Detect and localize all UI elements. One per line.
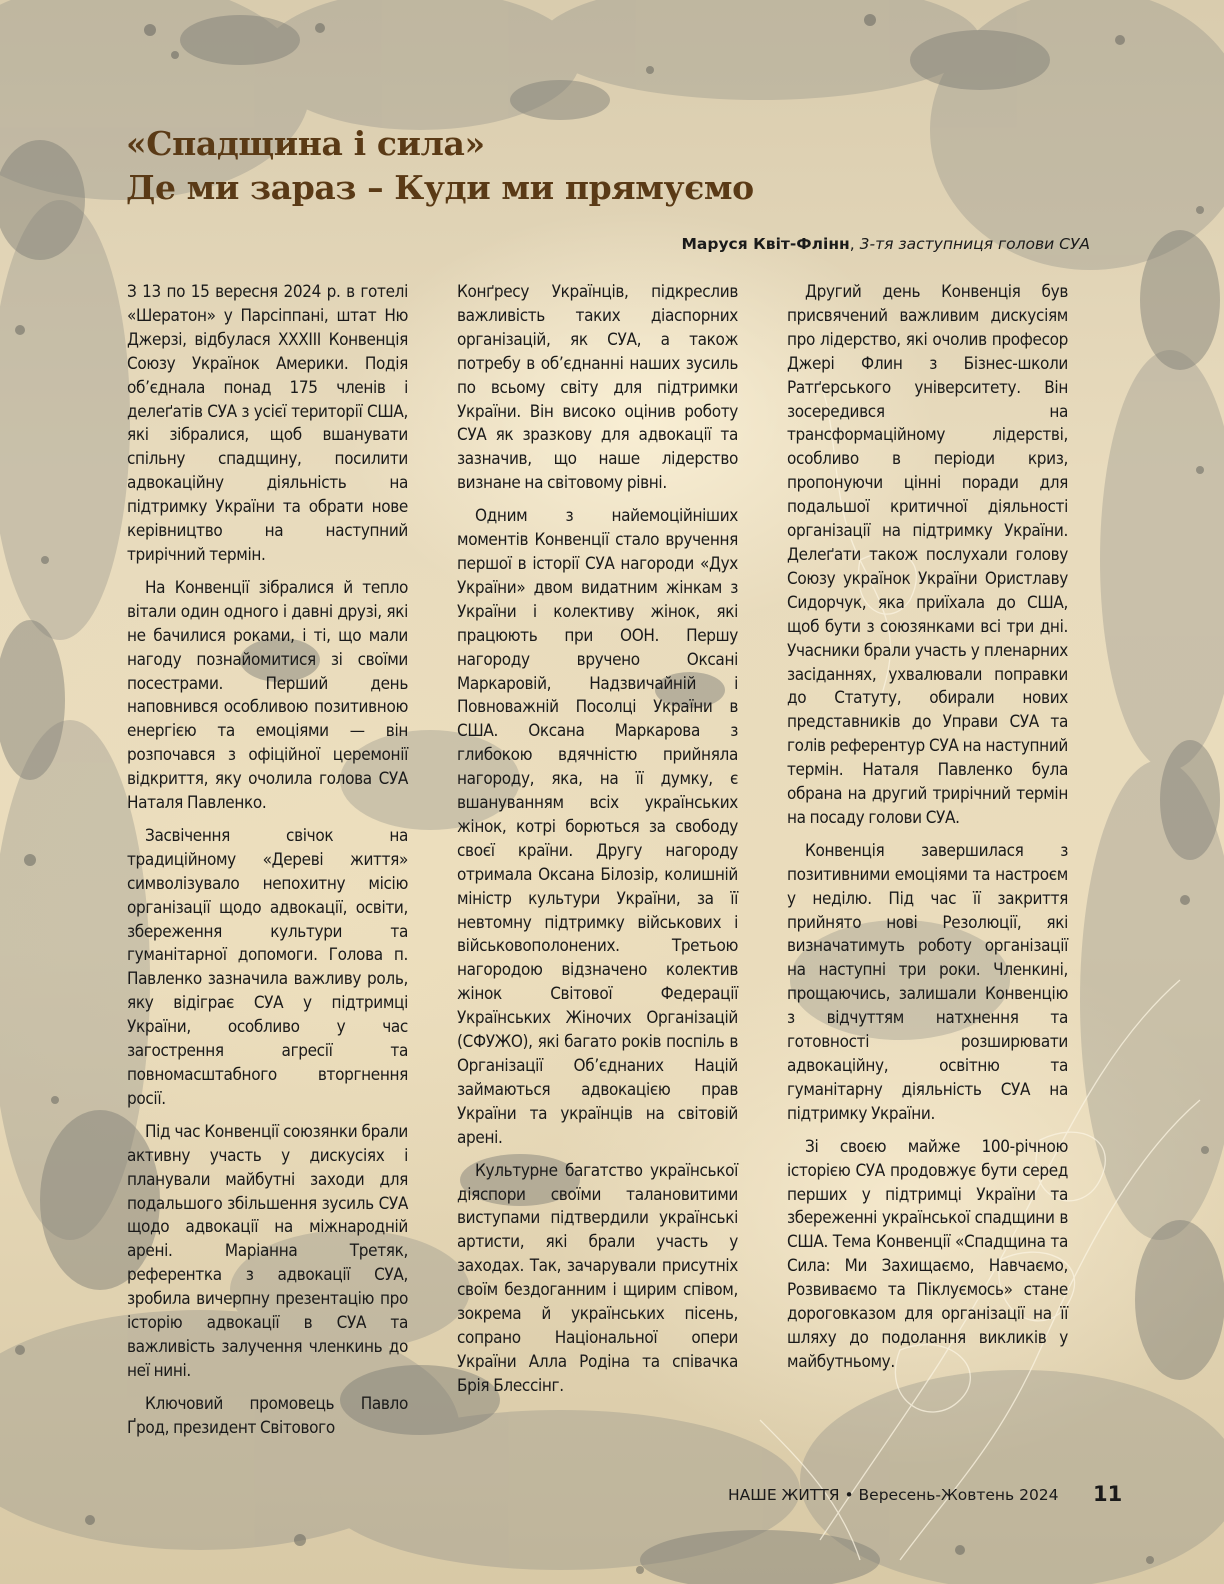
title-line-1: «Спадщина і сила» [126,124,485,163]
byline-separator: , [849,235,860,253]
paragraph: Конґресу Українців, підкреслив важливість таких діаспорних організацій, як СУА, а також потребу в об’єднанні наших зусиль по всьому світу для підтримки України. Він високо оцінив роботу СУА як зразкову для адвокації та зазначив, що наше лідерство визнане на світовому рівні. [457,282,738,494]
article-column-1 [127,281,408,1450]
paragraph: Конвенція завершилася з позитивними емоціями та настроєм у неділю. Під час її закриття прийнято нові Резолюції, які визначатимуть роботу організації на наступні три роки. Членкині, прощаючись, залишали Конвенцію з відчуттям натхнення та готовності розширювати адвокаційну, освітню та гуманітарну діяльність СУА на підтримку України. [787,840,1068,1124]
paragraph: Другий день Конвенція був присвячений важливим дискусіям про лідерство, які очолив професор Джері Флин з Бізнес-школи Ратґерського університету. Він зосередився на трансформаційному лідерстві, особливо в періоди криз, пропонуючи цінні поради для подальшої критичної діяльності організації на підтримку України. Делеґати також послухали голову Союзу українок України Ористлаву Сидорчук, яка приїхала до США, щоб бути з союзянками всі три дні. Учасники брали участь у пленарних засіданнях, ухвалювали поправки до Статуту, обирали нових представників до Управи СУА та голів референтур СУА на наступний термін. Наталя Павленко була обрана на другий трирічний термін на посаду голови СУА. [787,282,1068,828]
paragraph: З 13 по 15 вересня 2024 р. в готелі «Шератон» у Парсіппані, штат Ню Джерзі, відбулася XXXIII Конвенція Союзу Українок Америки. Подія об’єднала понад 175 членів і делеґатів СУА з усієї території США, які зібралися, щоб вшанувати спільну спадщину, посилити адвокаційну діяльність на підтримку України та обрати нове керівництво на наступний трирічний термін. [127,282,408,565]
article-title [126,122,1126,210]
paragraph: Ключовий промовець Павло Ґрод, президент Світового [127,1393,408,1438]
title-line-2: Де ми зараз – Куди ми прямуємо [126,168,754,207]
author-role: 3-тя заступниця голови СУА [859,235,1090,253]
author-name: Маруся Квіт-Флінн [681,235,850,253]
paragraph: Під час Конвенції союзянки брали активну участь у дискусіях і планували майбутні заходи для подальшого збільшення зусиль СУА щодо адвокації на міжнародній арені. Маріанна Третяк, референтка з адвокації СУА, зробила вичерпну презентацію про історію адвокації в СУА та важливість залучення членкинь до неї нині. [127,1121,408,1381]
page-number: 11 [1093,1482,1123,1506]
paragraph: Культурне багатство української діяспори своїми талановитими виступами підтвердили українські артисти, які брали участь у заходах. Так, зачарували присутніх своїм бездоганним і щирим співом, зокрема й українських пісень, сопрано Національної опери України Алла Родіна та співачка Брія Блессінг. [457,1160,738,1396]
paragraph: Одним з найемоційніших моментів Конвенції стало вручення першої в історії СУА нагороди «Дух України» двом видатним жінкам з України і колективу жінок, які працюють при ООН. Першу нагороду вручено Оксані Маркаровій, Надзвичайній і Повноважній Посолці України в США. Оксана Маркарова з глибокою вдячністю прийняла нагороду, яка, на її думку, є вшануванням всіх українських жінок, котрі борються за свободу своєї країни. Другу нагороду отримала Оксана Білозір, колишній міністр культури України, за її невтомну підтримку військових і військовополонених. Третьою нагородою відзначено колектив жінок Світової Федерації Українських Жіночих Організацій (СФУЖО), які багато років поспіль в Організації Об’єднаних Націй займаються адвокацією прав України та українців на світовій арені. [457,506,738,1148]
article-column-3 [787,281,1068,1384]
paragraph: Зі своєю майже 100-річною історією СУА продовжує бути серед перших у підтримці України та збереженні української спадщини в США. Тема Конвенції «Спадщина та Сила: Ми Захищаємо, Навчаємо, Розвиваємо та Піклуємось» стане дороговказом для організації на її шляху до подолання викликів у майбутньому. [787,1136,1068,1372]
publication-footer: НАШЕ ЖИТТЯ • Вересень-Жовтень 2024 [728,1486,1059,1504]
byline [560,235,1090,253]
article-column-2 [457,281,738,1408]
paragraph: Засвічення свічок на традиційному «Дереві життя» символізувало непохитну місію організації щодо адвокації, освіти, збереження культури та гуманітарної допомоги. Голова п. Павленко зазначила важливу роль, яку відіграє СУА у підтримці України, особливо у час загострення агресії та повномасштабного вторгнення росії. [127,825,408,1109]
paragraph: На Конвенції зібралися й тепло вітали один одного і давні друзі, які не бачилися роками, і ті, що мали нагоду познайомитися зі своїми посестрами. Перший день наповнився особливою позитивною енергією та емоціями — він розпочався з офіційної церемонії відкриття, яку очолила голова СУА Наталя Павленко. [127,577,408,814]
